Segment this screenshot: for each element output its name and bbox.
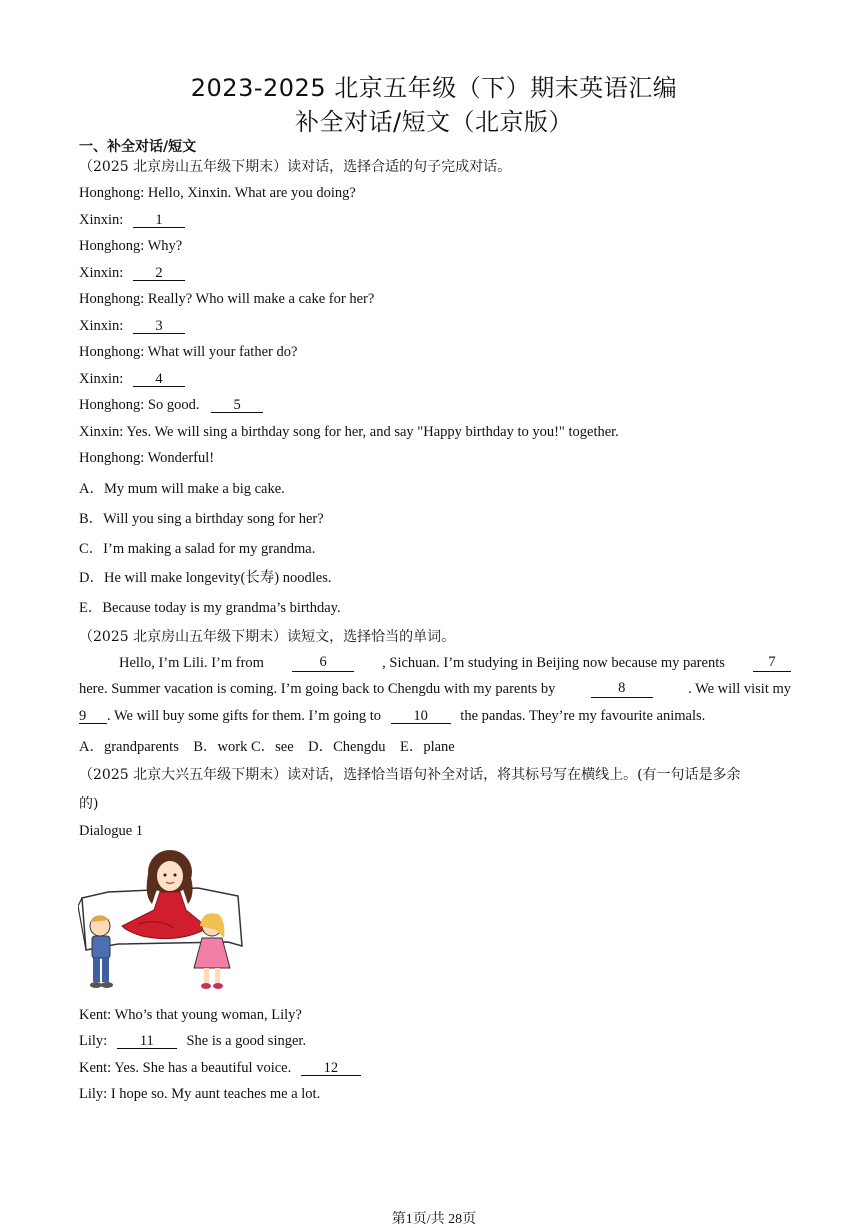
dialogue-line <box>79 212 185 229</box>
answer-blank-7[interactable]: 7 <box>753 655 791 672</box>
dialogue-label: Dialogue 1 <box>79 823 144 839</box>
dialogue-line: Honghong: Hello, Xinxin. What are you doing? <box>79 185 356 201</box>
dialogue-line <box>79 265 185 282</box>
dialogue-line <box>79 318 185 335</box>
answer-blank-5[interactable]: 5 <box>211 398 263 413</box>
dialogue-text: She is a good singer. <box>186 1033 307 1049</box>
dialogue2-line <box>79 1060 361 1077</box>
answer-blank-10[interactable]: 10 <box>391 709 451 724</box>
passage-line-2 <box>79 681 791 698</box>
dialogue2-line: Lily: I hope so. My aunt teaches me a lot. <box>79 1086 321 1102</box>
answer-blank-12[interactable]: 12 <box>301 1061 361 1076</box>
speaker: Xinxin: <box>79 265 124 281</box>
passage-text: here. Summer vacation is coming. I’m going back to Chengdu with my parents by <box>79 681 556 697</box>
passage-text: Hello, I’m Lili. I’m from <box>119 655 264 671</box>
passage-text: . We will visit my <box>688 681 791 697</box>
answer-blank-2[interactable]: 2 <box>133 266 185 281</box>
doc-title-line2: 补全对话/短文（北京版） <box>294 108 574 136</box>
answer-blank-11[interactable]: 11 <box>117 1034 177 1049</box>
options-2: A．grandparents B．work C．see D．Chengdu E．plane <box>79 739 455 755</box>
section-heading: 一、补全对话/短文 <box>79 139 197 155</box>
option-a: A．My mum will make a big cake. <box>79 481 285 497</box>
answer-blank-1[interactable]: 1 <box>133 213 185 228</box>
dialogue-line <box>79 371 185 388</box>
answer-blank-6[interactable]: 6 <box>292 655 354 672</box>
q1-instruction: （2025 北京房山五年级下期末）读对话，选择合适的句子完成对话。 <box>79 159 512 175</box>
option-b: B．Will you sing a birthday song for her? <box>79 511 324 527</box>
passage-line-3 <box>79 708 791 725</box>
speaker: Lily: <box>79 1033 108 1049</box>
dialogue-line: Honghong: Why? <box>79 238 183 254</box>
speaker: Xinxin: <box>79 318 124 334</box>
option-d: D．He will make longevity(长寿) noodles. <box>79 570 332 586</box>
dialogue-line: Honghong: Really? Who will make a cake for her? <box>79 291 375 307</box>
option-e: E．Because today is my grandma’s birthday. <box>79 600 341 616</box>
dialogue-text: Kent: Yes. She has a beautiful voice. <box>79 1060 292 1076</box>
speaker: Xinxin: <box>79 212 124 228</box>
dialogue-line: Honghong: What will your father do? <box>79 344 298 360</box>
passage-text: the pandas. They’re my favourite animals. <box>460 708 706 724</box>
page-footer: 第1页/共 28页 <box>391 1212 477 1227</box>
passage-text: , Sichuan. I’m studying in Beijing now because my parents <box>382 655 725 671</box>
q3-instruction: （2025 北京大兴五年级下期末）读对话，选择恰当语句补全对话，将其标号写在横线上。(有一句话是多余 <box>79 767 741 783</box>
dialogue2-line <box>79 1033 306 1050</box>
answer-blank-4[interactable]: 4 <box>133 372 185 387</box>
doc-title-line1: 2023-2025 北京五年级（下）期末英语汇编 <box>190 74 678 102</box>
answer-blank-9[interactable]: 9 <box>79 709 107 724</box>
dialogue-line <box>79 397 263 414</box>
passage-text: . We will buy some gifts for them. I’m going to <box>107 708 382 724</box>
dialogue-line: Xinxin: Yes. We will sing a birthday song for her, and say "Happy birthday to you!" together. <box>79 424 619 440</box>
answer-blank-8[interactable]: 8 <box>591 681 653 698</box>
dialogue-line: Honghong: Wonderful! <box>79 450 215 466</box>
answer-blank-3[interactable]: 3 <box>133 319 185 334</box>
dialogue-text: Honghong: So good. <box>79 397 200 413</box>
dialogue2-line: Kent: Who’s that young woman, Lily? <box>79 1007 302 1023</box>
passage-line-1 <box>79 655 791 672</box>
q2-instruction: （2025 北京房山五年级下期末）读短文，选择恰当的单词。 <box>79 629 456 645</box>
singer-illustration <box>78 846 248 996</box>
option-c: C．I’m making a salad for my grandma. <box>79 541 316 557</box>
q3-instruction-cont: 的) <box>79 796 99 812</box>
speaker: Xinxin: <box>79 371 124 387</box>
